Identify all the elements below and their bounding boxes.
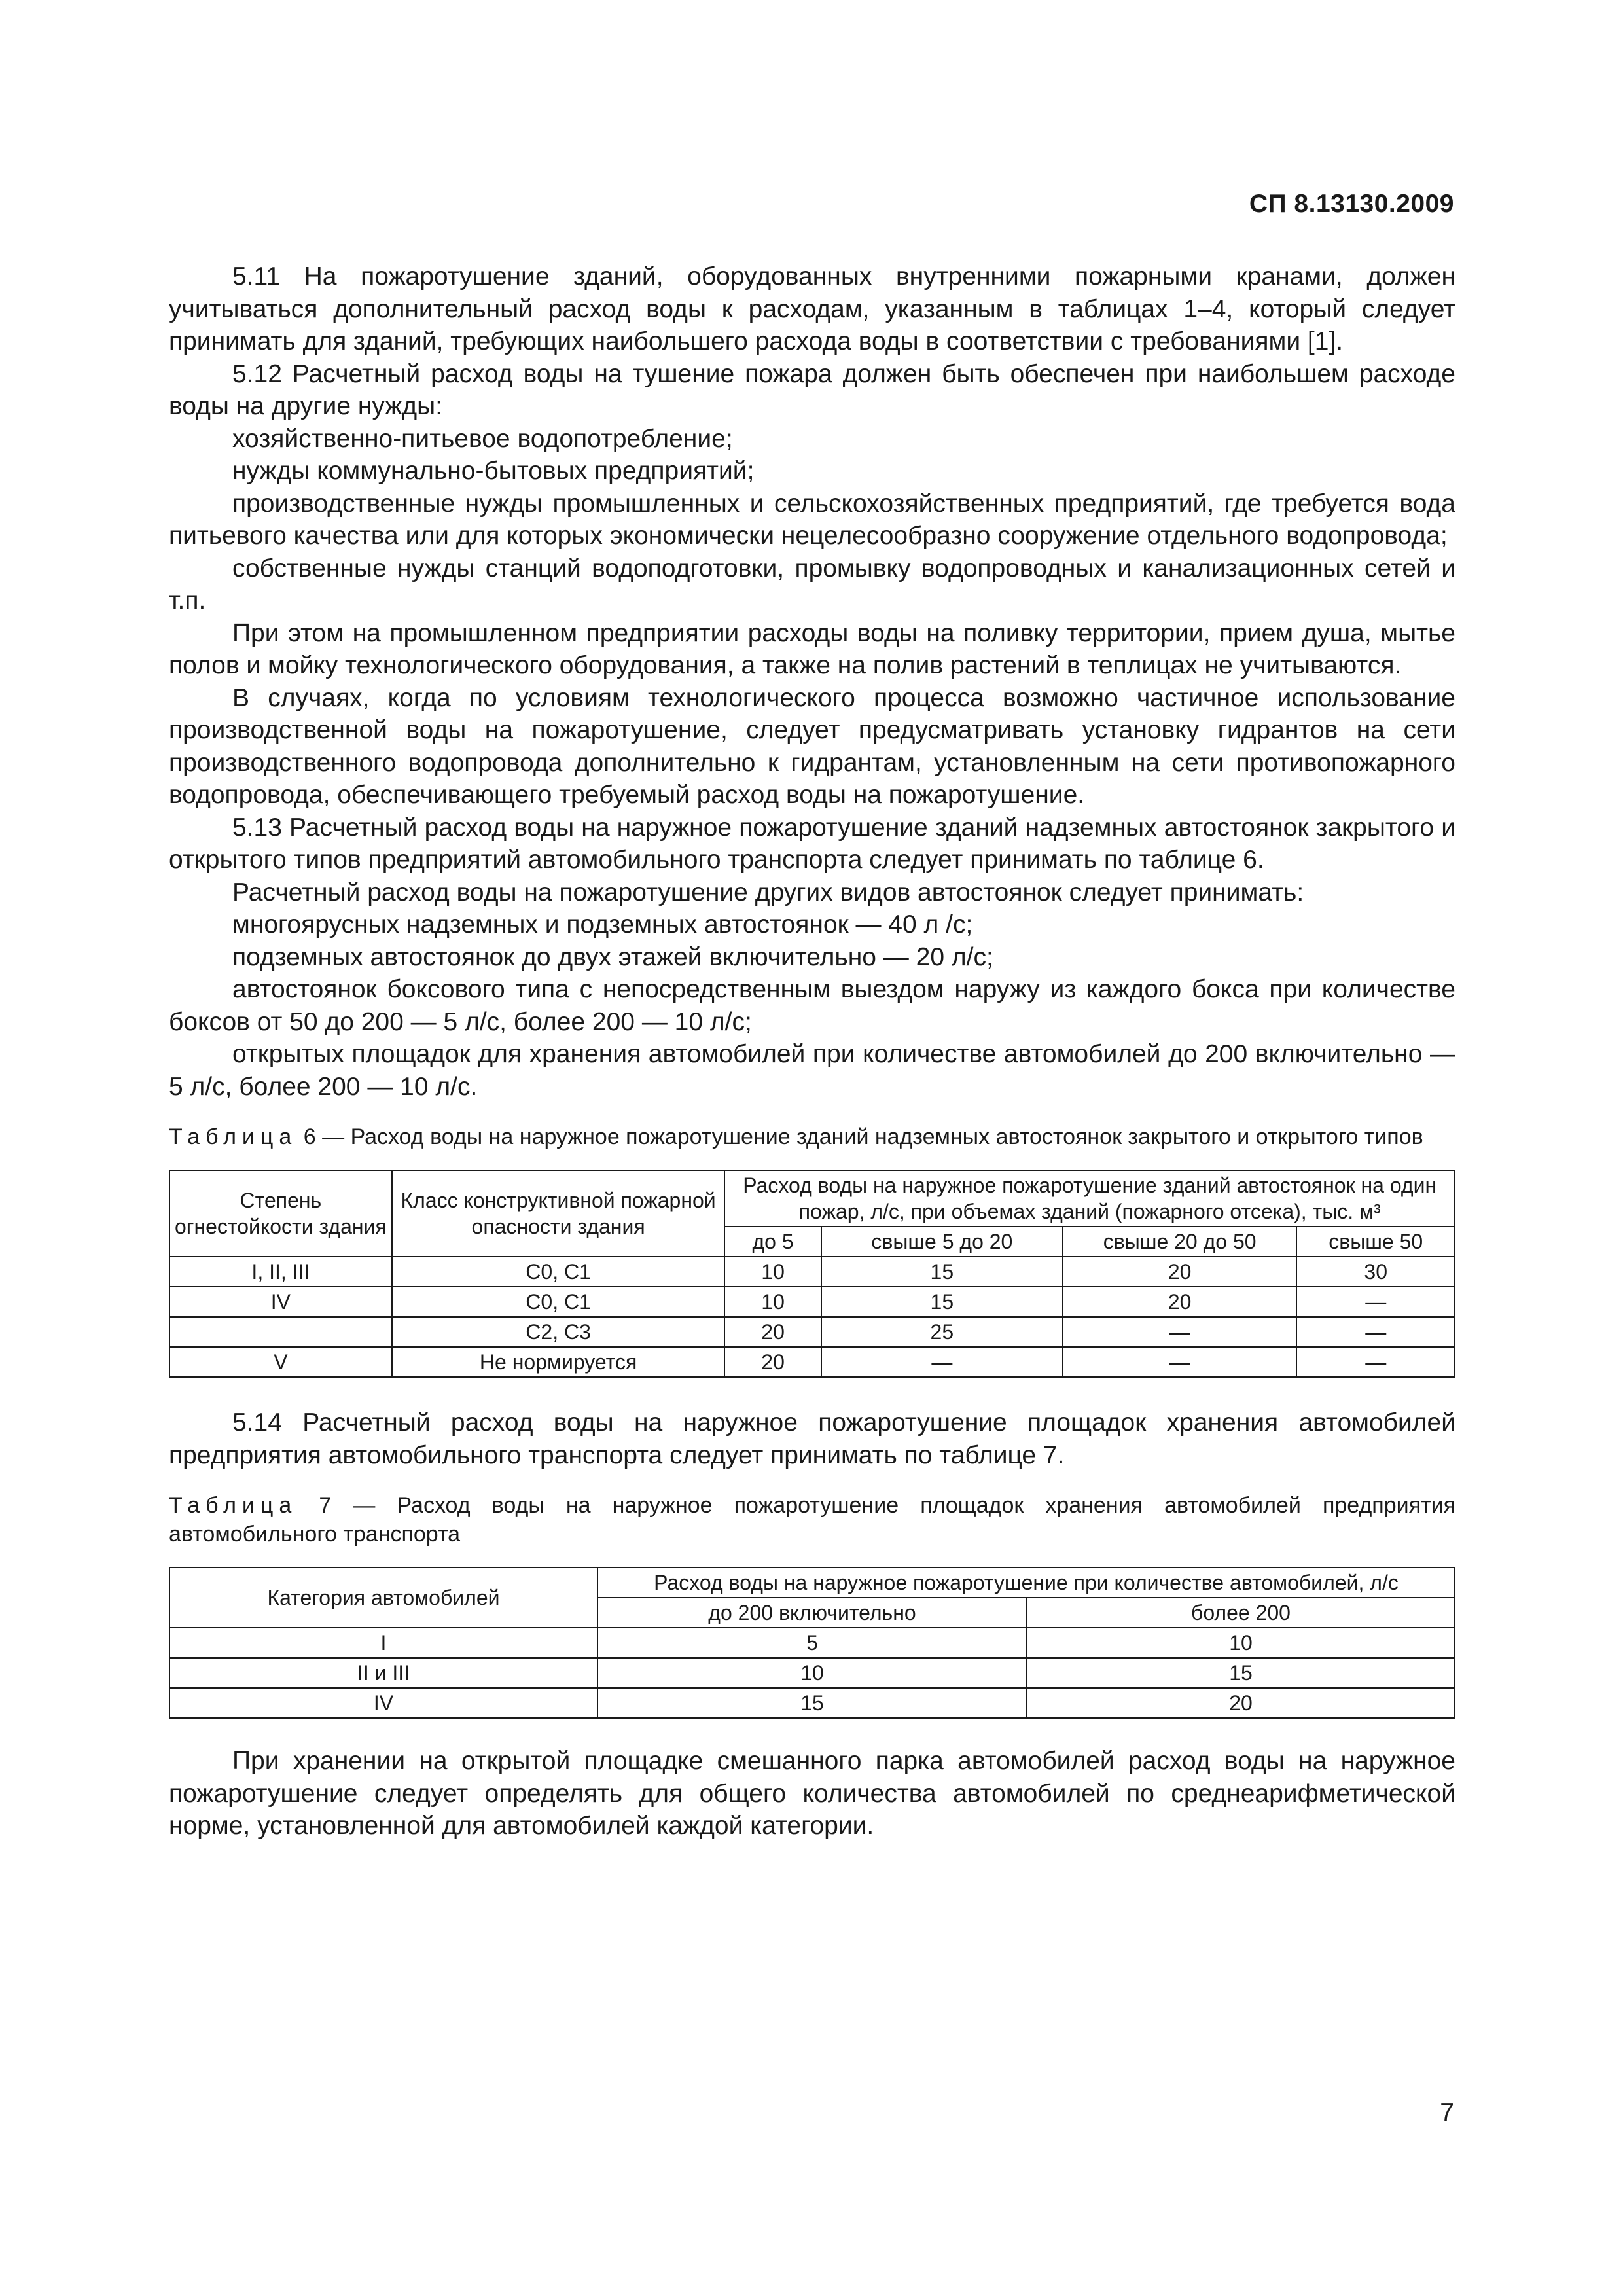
table-cell: 15 (821, 1257, 1063, 1287)
document-code: СП 8.13130.2009 (1249, 190, 1454, 218)
table-row (169, 1317, 1455, 1347)
list-item: автостоянок боксового типа с непосредственным выездом наружу из каждого бокса при количестве боксов от 50 до 200 — 5 л/с, более 200 — 10 л/с; (169, 975, 1455, 1036)
table-cell: 10 (597, 1658, 1027, 1688)
table-cell: 25 (821, 1317, 1063, 1347)
table-cell: Не нормируется (392, 1347, 725, 1377)
table-cell: 20 (724, 1317, 821, 1347)
table-cell: — (1296, 1347, 1455, 1377)
table-row (169, 1257, 1455, 1287)
table-cell: 15 (597, 1688, 1027, 1718)
table-row (169, 1287, 1455, 1317)
table-cell: 15 (1027, 1658, 1455, 1688)
table-header-row (169, 1568, 1455, 1598)
table-cell: 30 (1296, 1257, 1455, 1287)
table7-caption-label: Таблица (169, 1493, 298, 1518)
table6-header-construction-class: Класс конструктивной пожарной опасности здания (392, 1170, 725, 1257)
table6-header-water-flow: Расход воды на наружное пожаротушение зданий автостоянок на один пожар, л/с, при объемах зданий (пожарного отсека), тыс. м³ (724, 1170, 1455, 1227)
table6-header-volume: до 5 (724, 1227, 821, 1257)
table7-header-water-flow: Расход воды на наружное пожаротушение при количестве автомобилей, л/с (597, 1568, 1455, 1598)
list-item: собственные нужды станций водоподготовки, промывку водопроводных и канализационных сетей и т.п. (169, 554, 1455, 615)
page-number: 7 (1440, 2098, 1454, 2126)
table-header-row (169, 1170, 1455, 1227)
table-row (169, 1658, 1455, 1688)
table-cell: 20 (724, 1347, 821, 1377)
list-item: нужды коммунально-бытовых предприятий; (232, 457, 755, 485)
table-cell: I (169, 1628, 597, 1658)
table7-header-count: более 200 (1027, 1598, 1455, 1628)
table-cell: I, II, III (169, 1257, 392, 1287)
table-cell: С0, С1 (392, 1287, 725, 1317)
table-cell: 10 (1027, 1628, 1455, 1658)
table-cell: — (821, 1347, 1063, 1377)
table-cell: 15 (821, 1287, 1063, 1317)
table-row (169, 1688, 1455, 1718)
list-item: открытых площадок для хранения автомобилей при количестве автомобилей до 200 включительно — 5 л/с, более 200 — 10 л/с. (169, 1040, 1455, 1101)
paragraph: 5.11 На пожаротушение зданий, оборудованных внутренними пожарными кранами, должен учитываться дополнительный расход воды к расходам, указанным в таблицах 1–4, который следует принимать для зданий, требующих наибольшего расхода воды в соответствии с требованиями [1]. (169, 262, 1455, 355)
table6-header-fire-resistance: Степень огнестойкости здания (169, 1170, 392, 1257)
table6-caption-text: 6 — Расход воды на наружное пожаротушение зданий надземных автостоянок закрытого и открытого типов (303, 1124, 1423, 1149)
table-cell: — (1063, 1317, 1296, 1347)
table7-header-count: до 200 включительно (597, 1598, 1027, 1628)
table6 (169, 1170, 1455, 1378)
table-row (169, 1628, 1455, 1658)
table-cell: С2, С3 (392, 1317, 725, 1347)
table-cell: — (1296, 1317, 1455, 1347)
table-cell: 20 (1063, 1257, 1296, 1287)
body-text (169, 260, 1455, 1842)
table6-caption-label: Таблица (169, 1124, 298, 1149)
table6-header-volume: свыше 5 до 20 (821, 1227, 1063, 1257)
paragraph: При этом на промышленном предприятии расходы воды на поливку территории, прием душа, мытье полов и мойку технологического оборудования, а также на полив растений в теплицах не учитываются. (169, 619, 1455, 679)
table7 (169, 1567, 1455, 1719)
table-cell: V (169, 1347, 392, 1377)
paragraph: 5.14 Расчетный расход воды на наружное пожаротушение площадок хранения автомобилей предприятия автомобильного транспорта следует принимать по таблице 7. (169, 1408, 1455, 1469)
paragraph: При хранении на открытой площадке смешанного парка автомобилей расход воды на наружное пожаротушение следует определять для общего количества автомобилей по среднеарифметической норме, установленной для автомобилей каждой категории. (169, 1747, 1455, 1840)
table-row (169, 1347, 1455, 1377)
paragraph: 5.13 Расчетный расход воды на наружное пожаротушение зданий надземных автостоянок закрытого и открытого типов предприятий автомобильного транспорта следует принимать по таблице 6. (169, 813, 1455, 874)
table-cell: С0, С1 (392, 1257, 725, 1287)
table-cell: IV (169, 1287, 392, 1317)
table-cell: — (1063, 1347, 1296, 1377)
table6-header-volume: свыше 20 до 50 (1063, 1227, 1296, 1257)
table-cell (169, 1317, 392, 1347)
paragraph: В случаях, когда по условиям технологического процесса возможно частичное использование производственной воды на пожаротушение, следует предусматривать установку гидрантов на сети производственного водопровода дополнительно к гидрантам, установленным на сети противопожарного водопровода, обеспечивающего требуемый расход воды на пожаротушение. (169, 683, 1455, 809)
table-cell: 20 (1027, 1688, 1455, 1718)
table6-caption (169, 1122, 1455, 1151)
list-item: производственные нужды промышленных и сельскохозяйственных предприятий, где требуется вода питьевого качества или для которых экономически нецелесообразно сооружение отдельного водопровода; (169, 489, 1455, 550)
table7-caption-text: 7 — Расход воды на наружное пожаротушение площадок хранения автомобилей предприятия автомобильного транспорта (169, 1493, 1456, 1547)
table7-header-category: Категория автомобилей (169, 1568, 597, 1628)
table-cell: II и III (169, 1658, 597, 1688)
table-cell: 10 (724, 1257, 821, 1287)
table-cell: 5 (597, 1628, 1027, 1658)
list-item: хозяйственно-питьевое водопотребление; (232, 424, 733, 453)
paragraph: Расчетный расход воды на пожаротушение других видов автостоянок следует принимать: (232, 878, 1304, 906)
table6-header-volume: свыше 50 (1296, 1227, 1455, 1257)
table7-caption (169, 1491, 1455, 1549)
table-cell: IV (169, 1688, 597, 1718)
list-item: многоярусных надземных и подземных автостоянок — 40 л /с; (232, 910, 973, 939)
table-cell: 20 (1063, 1287, 1296, 1317)
table-cell: — (1296, 1287, 1455, 1317)
list-item: подземных автостоянок до двух этажей включительно — 20 л/с; (232, 942, 993, 971)
table-cell: 10 (724, 1287, 821, 1317)
paragraph: 5.12 Расчетный расход воды на тушение пожара должен быть обеспечен при наибольшем расходе воды на другие нужды: (169, 359, 1455, 420)
